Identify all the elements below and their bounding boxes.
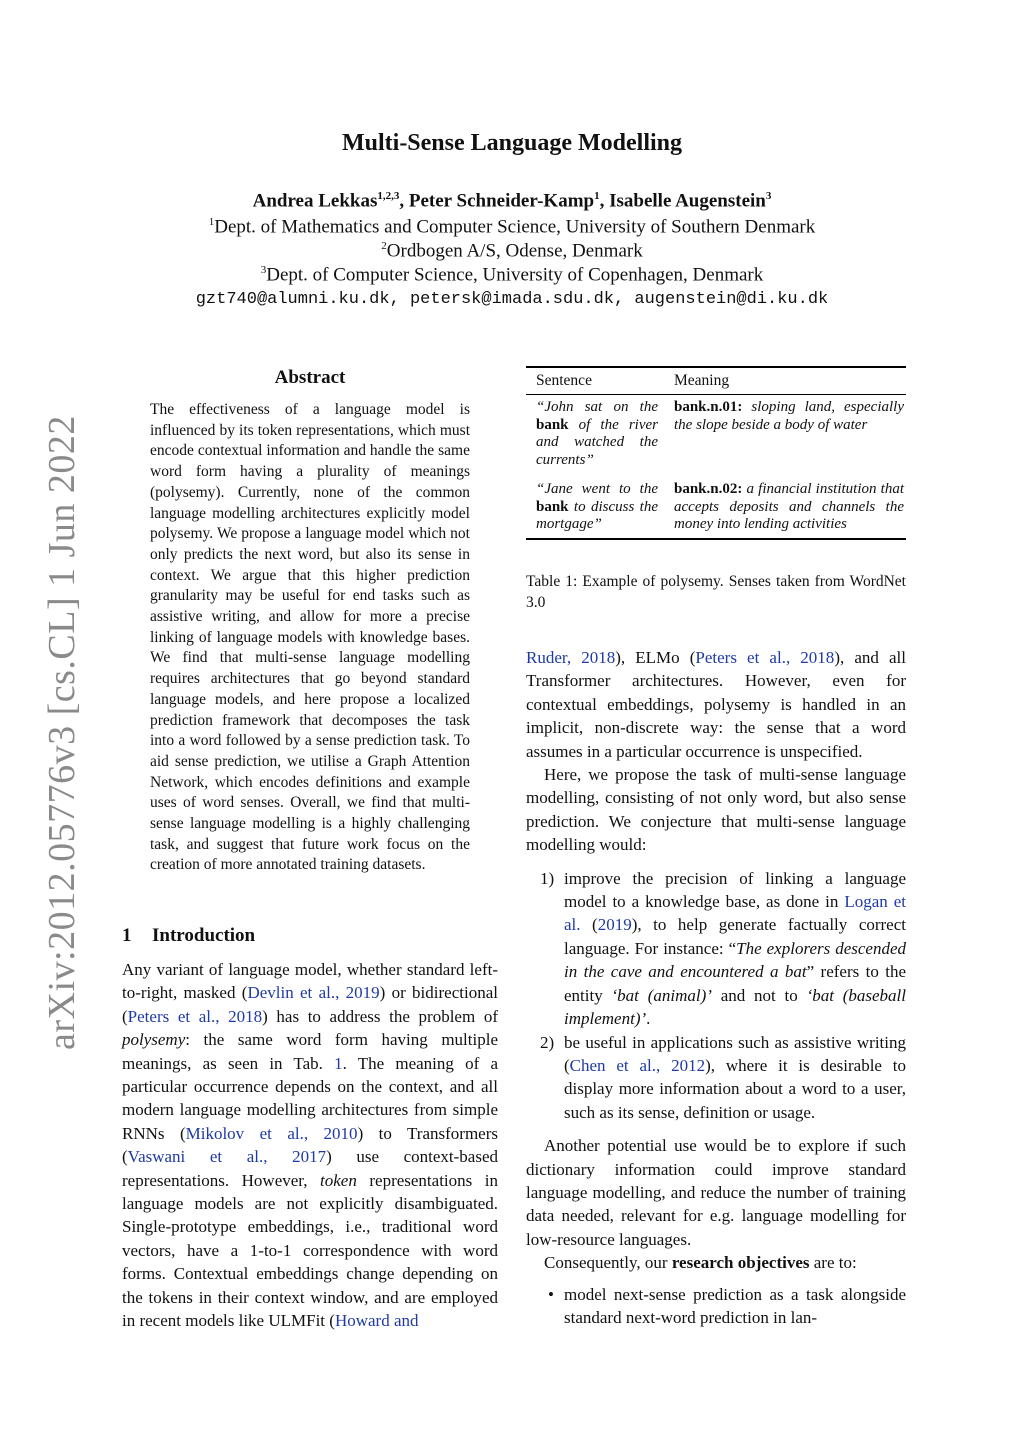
table-row: [526, 395, 906, 469]
sentence-cell: “John sat on the bank of the river and watched the currents”: [536, 399, 658, 468]
author-affiliation-marker: 1: [594, 190, 600, 202]
right-column-text: [526, 646, 906, 1329]
citation-link[interactable]: Chen et al., 2012: [569, 1055, 706, 1075]
paragraph: Consequently, our research objectives are to:: [544, 1253, 857, 1273]
section-title: Introduction: [152, 925, 256, 946]
introduction-paragraph: Any variant of language model, whether standard left-to-right, masked (Devlin et al., 2019) or bidirectional (Peters et al., 2018) has to address the problem of polysemy: the same word form having multiple meanings, as seen in Tab. 1. The meaning of a particular occurrence depends on the context, and all modern language modelling architectures from simple RNNs (Mikolov et al., 2010) to Transformers (Vaswani et al., 2017) use context-based representations. However, token representations in language models are not explicitly disambiguated. Single-prototype embeddings, i.e., traditional word vectors, have a 1-to-1 correspondence with word forms. Contextual embeddings change depending on the tokens in their context window, and are employed in recent models like ULMFit (Howard and: [122, 960, 499, 1331]
author-name: Andrea Lekkas: [252, 190, 378, 212]
author-affiliation-marker: 1,2,3: [377, 190, 400, 202]
citation-link[interactable]: Peters et al., 2018: [127, 1006, 263, 1026]
list-item: 1) improve the precision of linking a language model to a knowledge base, as done in Logan et al. (2019), to help generate factually correct language. For instance: “The explorers descended in the cave and encountered a bat” refers to the entity ‘bat (animal)’ and not to ‘bat (baseball implement)’.: [540, 868, 907, 1029]
table-row: [526, 469, 906, 538]
section-number: 1: [122, 925, 132, 946]
citation-link[interactable]: Mikolov et al., 2010: [185, 1123, 358, 1143]
list-marker: 1): [540, 868, 555, 888]
arxiv-identifier: arXiv:2012.05776v3 [cs.CL] 1 Jun 2022: [41, 415, 83, 1050]
numbered-list: [526, 867, 906, 1124]
citation-link[interactable]: 2019: [597, 915, 632, 935]
column-header-sentence: Sentence: [536, 372, 592, 389]
bullet-marker: •: [548, 1284, 554, 1304]
author-name: Peter Schneider-Kamp: [408, 190, 595, 212]
citation-link[interactable]: Peters et al., 2018: [695, 648, 835, 667]
citation-link[interactable]: Logan et al.: [564, 892, 906, 935]
bullet-item: • model next-sense prediction as a task alongside standard next-word prediction in lan-: [548, 1284, 906, 1327]
affiliation: $^2$Ordbogen A/S, Odense, Denmark: [381, 240, 643, 262]
list-marker: 2): [540, 1032, 555, 1052]
affiliation: $^3$Dept. of Computer Science, University of Copenhagen, Denmark: [260, 264, 764, 286]
table-header-row: [526, 368, 906, 395]
citation-link[interactable]: Devlin et al., 2019: [247, 983, 380, 1003]
paper-title: Multi-Sense Language Modelling: [341, 130, 683, 156]
affiliation: $^1$Dept. of Mathematics and Computer Science, University of Southern Denmark: [208, 216, 816, 238]
meaning-cell: bank.n.02: a financial institution that accepts deposits and channels the money into lending activities: [674, 481, 904, 532]
citation-link[interactable]: Howard and: [334, 1311, 419, 1331]
abstract-heading: Abstract: [274, 367, 346, 388]
citation-link[interactable]: Vaswani et al., 2017: [127, 1147, 327, 1167]
author-list: Andrea Lekkas$^{1,2,3}$, Peter Schneider-Kamp$^1$, Isabelle Augenstein$^3$: [252, 190, 772, 212]
polysemy-table: [526, 366, 906, 540]
table-ref-link[interactable]: 1: [334, 1053, 343, 1073]
sentence-cell: “Jane went to the bank to discuss the mortgage”: [536, 481, 658, 532]
author-emails[interactable]: gzt740@alumni.ku.dk, petersk@imada.sdu.dk, augenstein@di.ku.dk: [195, 290, 829, 309]
paragraph: Here, we propose the task of multi-sense language modelling, consisting of not only word, but also sense prediction. We conjecture that multi-sense language modelling would:: [526, 765, 906, 855]
column-header-meaning: Meaning: [674, 372, 730, 389]
citation-link[interactable]: Ruder, 2018: [526, 648, 616, 667]
paragraph: Another potential use would be to explore if such dictionary information could improve standard language modelling, and reduce the number of training data needed, relevant for e.g. language modelling for low-resource languages.: [526, 1136, 906, 1249]
meaning-cell: bank.n.01: sloping land, especially the slope beside a body of water: [674, 399, 904, 433]
list-item: 2) be useful in applications such as assistive writing (Chen et al., 2012), where it is desirable to display more information about a word to a user, such as its sense, definition or usage.: [540, 1032, 907, 1122]
author-affiliation-marker: 3: [765, 190, 772, 202]
table-caption: Table 1: Example of polysemy. Senses taken from WordNet 3.0: [526, 573, 906, 611]
author-name: Isabelle Augenstein: [609, 190, 766, 212]
abstract-text: The effectiveness of a language model is influenced by its token representations, which must encode contextual information and handle the same word form having a plurality of meanings (polysemy). Currently, none of the common language modelling architectures explicitly model polysemy. We propose a language model which not only predicts the next word, but also its sense in context. We argue that this higher prediction granularity may be useful for end tasks such as assistive writing, and allow for more a precise linking of language models with knowledge bases. We find that multi-sense language modelling requires architectures that go beyond standard language models, and here propose a localized prediction framework that decomposes the task into a word followed by a sense prediction task. To aid sense prediction, we utilise a Graph Attention Network, which encodes definitions and example uses of word senses. Overall, we find that multi-sense language modelling is a highly challenging task, and suggest that future work focus on the creation of more annotated training datasets.: [150, 401, 470, 874]
paragraph: Ruder, 2018), ELMo (Peters et al., 2018), and all Transformer architectures. However, even for contextual embeddings, polysemy is handled in an implicit, non-discrete way: the sense that a word assumes in a particular occurrence is unspecified.: [526, 648, 906, 761]
section-heading-introduction: [122, 925, 255, 947]
